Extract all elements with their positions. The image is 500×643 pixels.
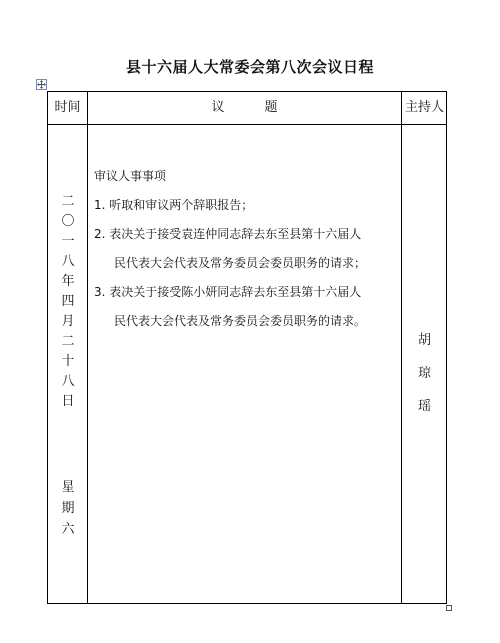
- agenda-item: 2. 表决关于接受袁连仲同志辞去东至县第十六届人: [94, 227, 362, 241]
- date-char: 十: [61, 354, 75, 369]
- date-char: 八: [61, 254, 75, 269]
- page-title: 县十六届人大常委会第八次会议日程: [125, 58, 374, 76]
- agenda-item-continuation: 民代表大会代表及常务委员会委员职务的请求。: [114, 314, 367, 328]
- date-char: 二: [61, 194, 75, 209]
- weekday-char: 星: [61, 480, 75, 495]
- weekday-char: 期: [61, 501, 75, 516]
- date-char: 八: [61, 374, 75, 389]
- date-char: 二: [61, 334, 75, 349]
- host-cell: [402, 324, 447, 423]
- date-char: 四: [61, 294, 75, 309]
- date-char: 一: [61, 234, 75, 249]
- date-char: 〇: [61, 214, 75, 229]
- date-char: 年: [61, 274, 75, 289]
- agenda-heading: 审议人事事项: [94, 169, 167, 183]
- weekday-char: 六: [61, 522, 75, 537]
- host-char: 瑶: [417, 399, 431, 414]
- agenda-item: 1. 听取和审议两个辞职报告；: [94, 198, 254, 212]
- end-mark-icon: [446, 605, 452, 611]
- schedule-table: [47, 91, 447, 604]
- header-host: 主持人: [404, 100, 444, 115]
- agenda-item: 3. 表决关于接受陈小妍同志辞去东至县第十六届人: [94, 285, 362, 299]
- host-char: 琼: [417, 366, 431, 381]
- agenda-cell: [94, 162, 404, 336]
- header-topic: 议题: [211, 100, 318, 115]
- date-char: 日: [61, 394, 75, 409]
- agenda-item-continuation: 民代表大会代表及常务委员会委员职务的请求；: [114, 256, 367, 270]
- date-char: 月: [61, 314, 75, 329]
- header-time: 时间: [54, 100, 81, 115]
- move-cross-icon[interactable]: [36, 79, 47, 90]
- host-char: 胡: [417, 333, 431, 348]
- header-divider: [48, 124, 446, 125]
- date-cell: [48, 192, 88, 412]
- weekday-cell: [48, 477, 88, 540]
